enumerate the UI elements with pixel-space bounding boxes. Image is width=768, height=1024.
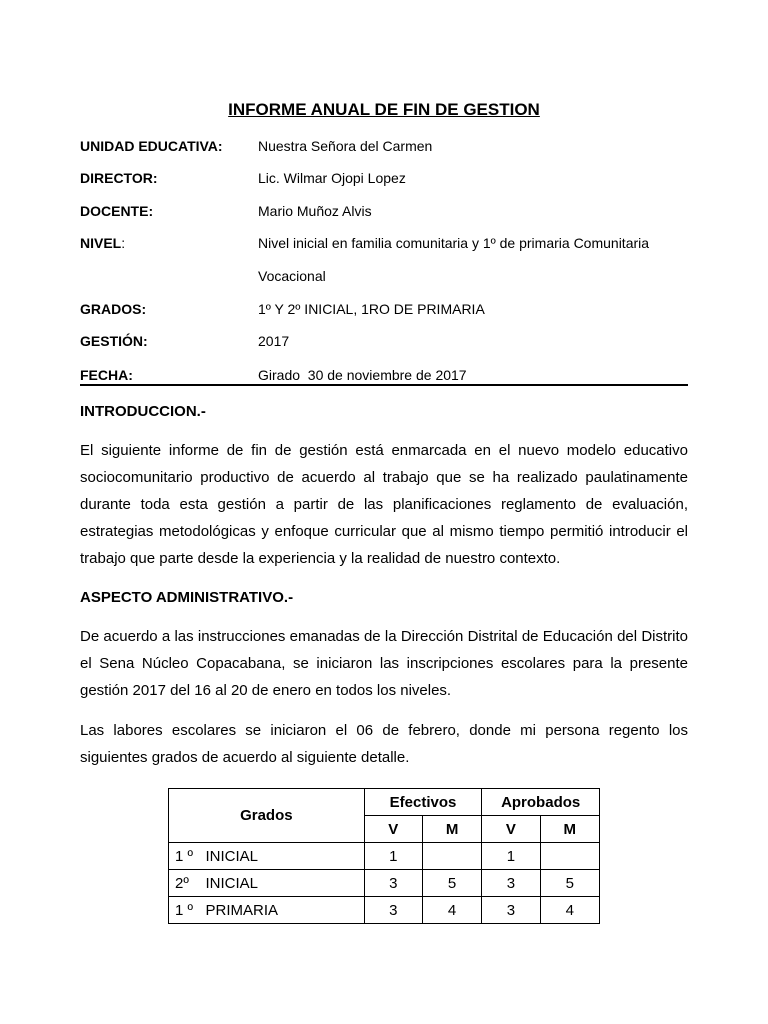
info-label: UNIDAD EDUCATIVA:: [80, 138, 223, 154]
info-value: Mario Muñoz Alvis: [258, 203, 372, 219]
section-heading-administrativo: ASPECTO ADMINISTRATIVO.-: [80, 589, 294, 606]
cell-aprobados-m: 4: [540, 897, 599, 924]
info-label: DOCENTE:: [80, 203, 154, 219]
header-grados: Grados: [169, 789, 365, 843]
cell-grado: 1 º INICIAL: [169, 843, 365, 870]
info-label: GESTIÓN:: [80, 333, 148, 349]
info-label: DIRECTOR:: [80, 170, 158, 186]
info-value: 1º Y 2º INICIAL, 1RO DE PRIMARIA: [258, 301, 485, 317]
grades-table: [168, 788, 600, 924]
header-aprobados: Aprobados: [482, 789, 600, 816]
paragraph-administrativo-1: De acuerdo a las instrucciones emanadas de la Dirección Distrital de Educación del Distrito el Sena Núcleo Copacabana, se iniciaron las inscripciones escolares para la presente gestión 2017 del 16 al 20 de enero en todos los niveles.: [80, 628, 688, 699]
info-label: GRADOS:: [80, 301, 147, 317]
header-aprobados-m: M: [540, 816, 599, 843]
info-value: 2017: [258, 333, 290, 349]
info-label-text: NIVEL: [80, 235, 122, 251]
header-efectivos: Efectivos: [364, 789, 482, 816]
info-label: FECHA:: [80, 367, 133, 383]
info-value: Nivel inicial en familia comunitaria y 1º de primaria Comunitaria: [258, 235, 650, 251]
cell-efectivos-v: 1: [364, 843, 422, 870]
info-value: Lic. Wilmar Ojopi Lopez: [258, 170, 406, 186]
cell-aprobados-m: 5: [540, 870, 599, 897]
paragraph-introduccion: El siguiente informe de fin de gestión está enmarcada en el nuevo modelo educativo sociocomunitario productivo de acuerdo al trabajo que se ha realizado paulatinamente durante toda esta gestión a partir de las planificaciones reglamento de evaluación, estrategias metodológicas y enfoque curricular que al mismo tiempo permitió introducir el trabajo que parte desde la experiencia y la realidad de nuestro contexto.: [80, 442, 688, 567]
header-divider: [80, 384, 688, 386]
cell-aprobados-v: 1: [482, 843, 540, 870]
cell-grado: 1 º PRIMARIA: [169, 897, 365, 924]
header-efectivos-v: V: [364, 816, 422, 843]
info-label-colon: :: [121, 235, 126, 251]
cell-efectivos-v: 3: [364, 897, 422, 924]
paragraph-administrativo-2: Las labores escolares se iniciaron el 06 de febrero, donde mi persona regento los siguientes grados de acuerdo al siguiente detalle.: [80, 722, 688, 766]
info-value-continued: Vocacional: [258, 268, 326, 284]
table-row: [169, 843, 600, 870]
cell-efectivos-v: 3: [364, 870, 422, 897]
document-title: INFORME ANUAL DE FIN DE GESTION: [228, 100, 540, 119]
info-value: Nuestra Señora del Carmen: [258, 138, 433, 154]
section-heading-introduccion: INTRODUCCION.-: [80, 403, 206, 420]
table-header-row: [169, 789, 600, 816]
cell-efectivos-m: 5: [422, 870, 481, 897]
header-aprobados-v: V: [482, 816, 540, 843]
cell-aprobados-v: 3: [482, 897, 540, 924]
cell-efectivos-m: [422, 843, 481, 870]
cell-grado: 2º INICIAL: [169, 870, 365, 897]
info-row-nivel: [80, 235, 688, 285]
header-efectivos-m: M: [422, 816, 481, 843]
table-row: [169, 870, 600, 897]
cell-aprobados-m: [540, 843, 599, 870]
table-row: [169, 897, 600, 924]
cell-aprobados-v: 3: [482, 870, 540, 897]
info-label: [80, 235, 125, 252]
info-value: Girado 30 de noviembre de 2017: [258, 367, 467, 383]
cell-efectivos-m: 4: [422, 897, 481, 924]
